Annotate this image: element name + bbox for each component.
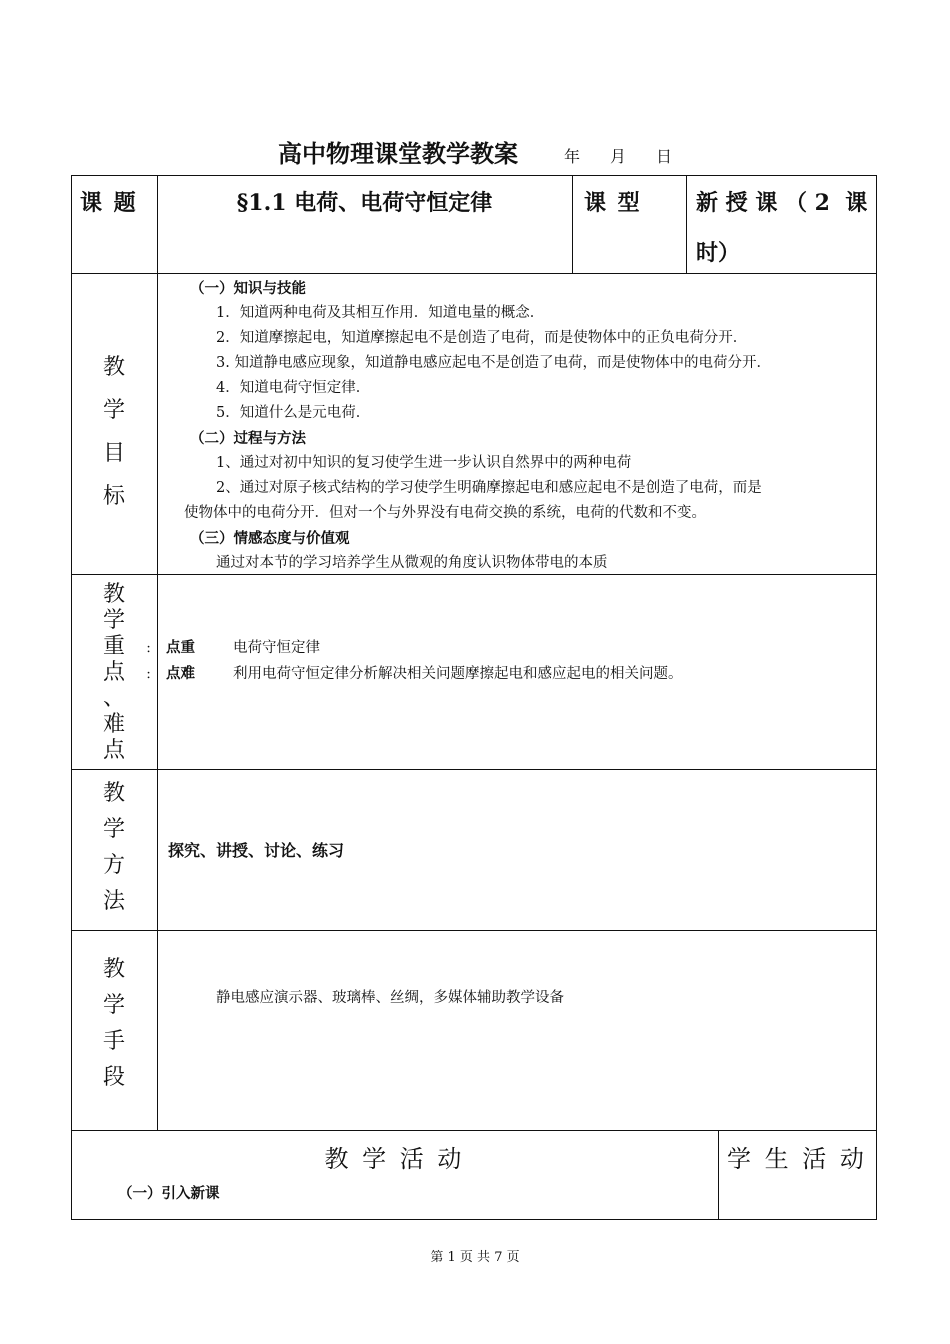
page-title: [0, 134, 950, 169]
date-day: 日: [656, 147, 673, 166]
label-char: 学: [102, 993, 125, 1018]
methods-value: 探究、讲授、讨论、练习: [168, 841, 345, 860]
difficult-point-row: [146, 661, 866, 687]
first-step: （一）引入新课: [118, 1185, 220, 1202]
table-border-bottom: [71, 1219, 877, 1220]
key-point-row: [146, 635, 866, 661]
section-title: （一）知识与技能: [190, 280, 306, 297]
objective-item: 通过对本节的学习培养学生从微观的角度认识物体带电的本质: [216, 555, 608, 571]
label-char: 段: [102, 1065, 125, 1090]
label-char: 教: [102, 957, 125, 982]
label-char: 目: [102, 441, 125, 466]
title-text: 高中物理课堂教学教案: [277, 139, 518, 168]
teaching-activities-header: 教 学 活 动: [324, 1145, 465, 1173]
label-char: 教: [102, 355, 125, 380]
objective-item: 3. 知道静电感应现象，知道静电感应起电不是创造了电荷，而是使物体中的电荷分开．: [216, 355, 771, 371]
difficult-point-value: 利用电荷守恒定律分析解决相关问题摩擦起电和感应起电的相关问题。: [233, 666, 683, 682]
key-point-value: 电荷守恒定律: [233, 640, 320, 656]
label-char: 重: [102, 634, 125, 659]
objective-item: 2．知道摩擦起电，知道摩擦起电不是创造了电荷，而是使物体中的正负电荷分开．: [216, 330, 748, 346]
section-title: （三）情感态度与价值观: [190, 530, 350, 547]
date-fields: [564, 147, 672, 166]
objective-item: 5．知道什么是元电荷．: [216, 405, 371, 421]
key-points-label: [71, 582, 157, 764]
label-char: 法: [102, 889, 125, 914]
type-label: 课 型: [584, 190, 642, 216]
label-char: 点: [102, 660, 125, 685]
difficult-point-label: 点难: [166, 665, 195, 682]
row-divider: [71, 273, 877, 274]
key-points-content: [146, 635, 866, 687]
date-month: 月: [609, 147, 626, 166]
colon: ：: [146, 642, 157, 655]
row-divider: [71, 930, 877, 931]
table-border-top: [71, 175, 877, 176]
page-number: 第 1 页 共 7 页: [430, 1250, 520, 1265]
objectives-label: [71, 346, 157, 518]
type-value-line1: 新 授 课 （ 2 课: [696, 190, 868, 216]
label-char: 难: [102, 712, 125, 737]
row-divider: [71, 769, 877, 770]
label-char: 学: [102, 817, 125, 842]
objective-item: 2、通过对原子核式结构的学习使学生明确摩擦起电和感应起电不是创造了电荷，而是: [216, 480, 762, 496]
topic-value: §1.1 电荷、电荷守恒定律: [236, 190, 493, 216]
key-point-label: 点重: [166, 639, 195, 656]
objectives-content: [184, 276, 864, 576]
means-label: [71, 952, 157, 1096]
label-char: 学: [102, 398, 125, 423]
means-value: 静电感应演示器、玻璃棒、丝绸，多媒体辅助教学设备: [216, 990, 564, 1006]
label-char: 教: [102, 582, 125, 607]
type-value-line2: 时）: [696, 240, 741, 266]
column-divider: [686, 175, 687, 273]
row-divider: [71, 1130, 877, 1131]
student-activities-header: 学 生 活 动: [727, 1145, 867, 1173]
colon: ：: [146, 668, 157, 681]
table-border-right: [876, 175, 877, 1219]
label-char: 点: [102, 738, 125, 763]
objective-item: 1、通过对初中知识的复习使学生进一步认识自然界中的两种电荷: [216, 455, 632, 471]
label-char: 标: [102, 484, 125, 509]
objective-item-continued: 使物体中的电荷分开．但对一个与外界没有电荷交换的系统，电荷的代数和不变。: [184, 505, 706, 521]
methods-label: [71, 776, 157, 920]
objective-item: 1．知道两种电荷及其相互作用．知道电量的概念．: [216, 305, 545, 321]
label-char: 方: [102, 853, 125, 878]
objective-item: 4．知道电荷守恒定律．: [216, 380, 371, 396]
label-char: 学: [102, 608, 125, 633]
label-char: 教: [102, 781, 125, 806]
label-char: 手: [102, 1029, 125, 1054]
column-divider: [572, 175, 573, 273]
label-char: 、: [102, 686, 125, 711]
section-title: （二）过程与方法: [190, 430, 306, 447]
topic-label: 课 题: [80, 190, 138, 216]
date-year: 年: [563, 147, 580, 166]
